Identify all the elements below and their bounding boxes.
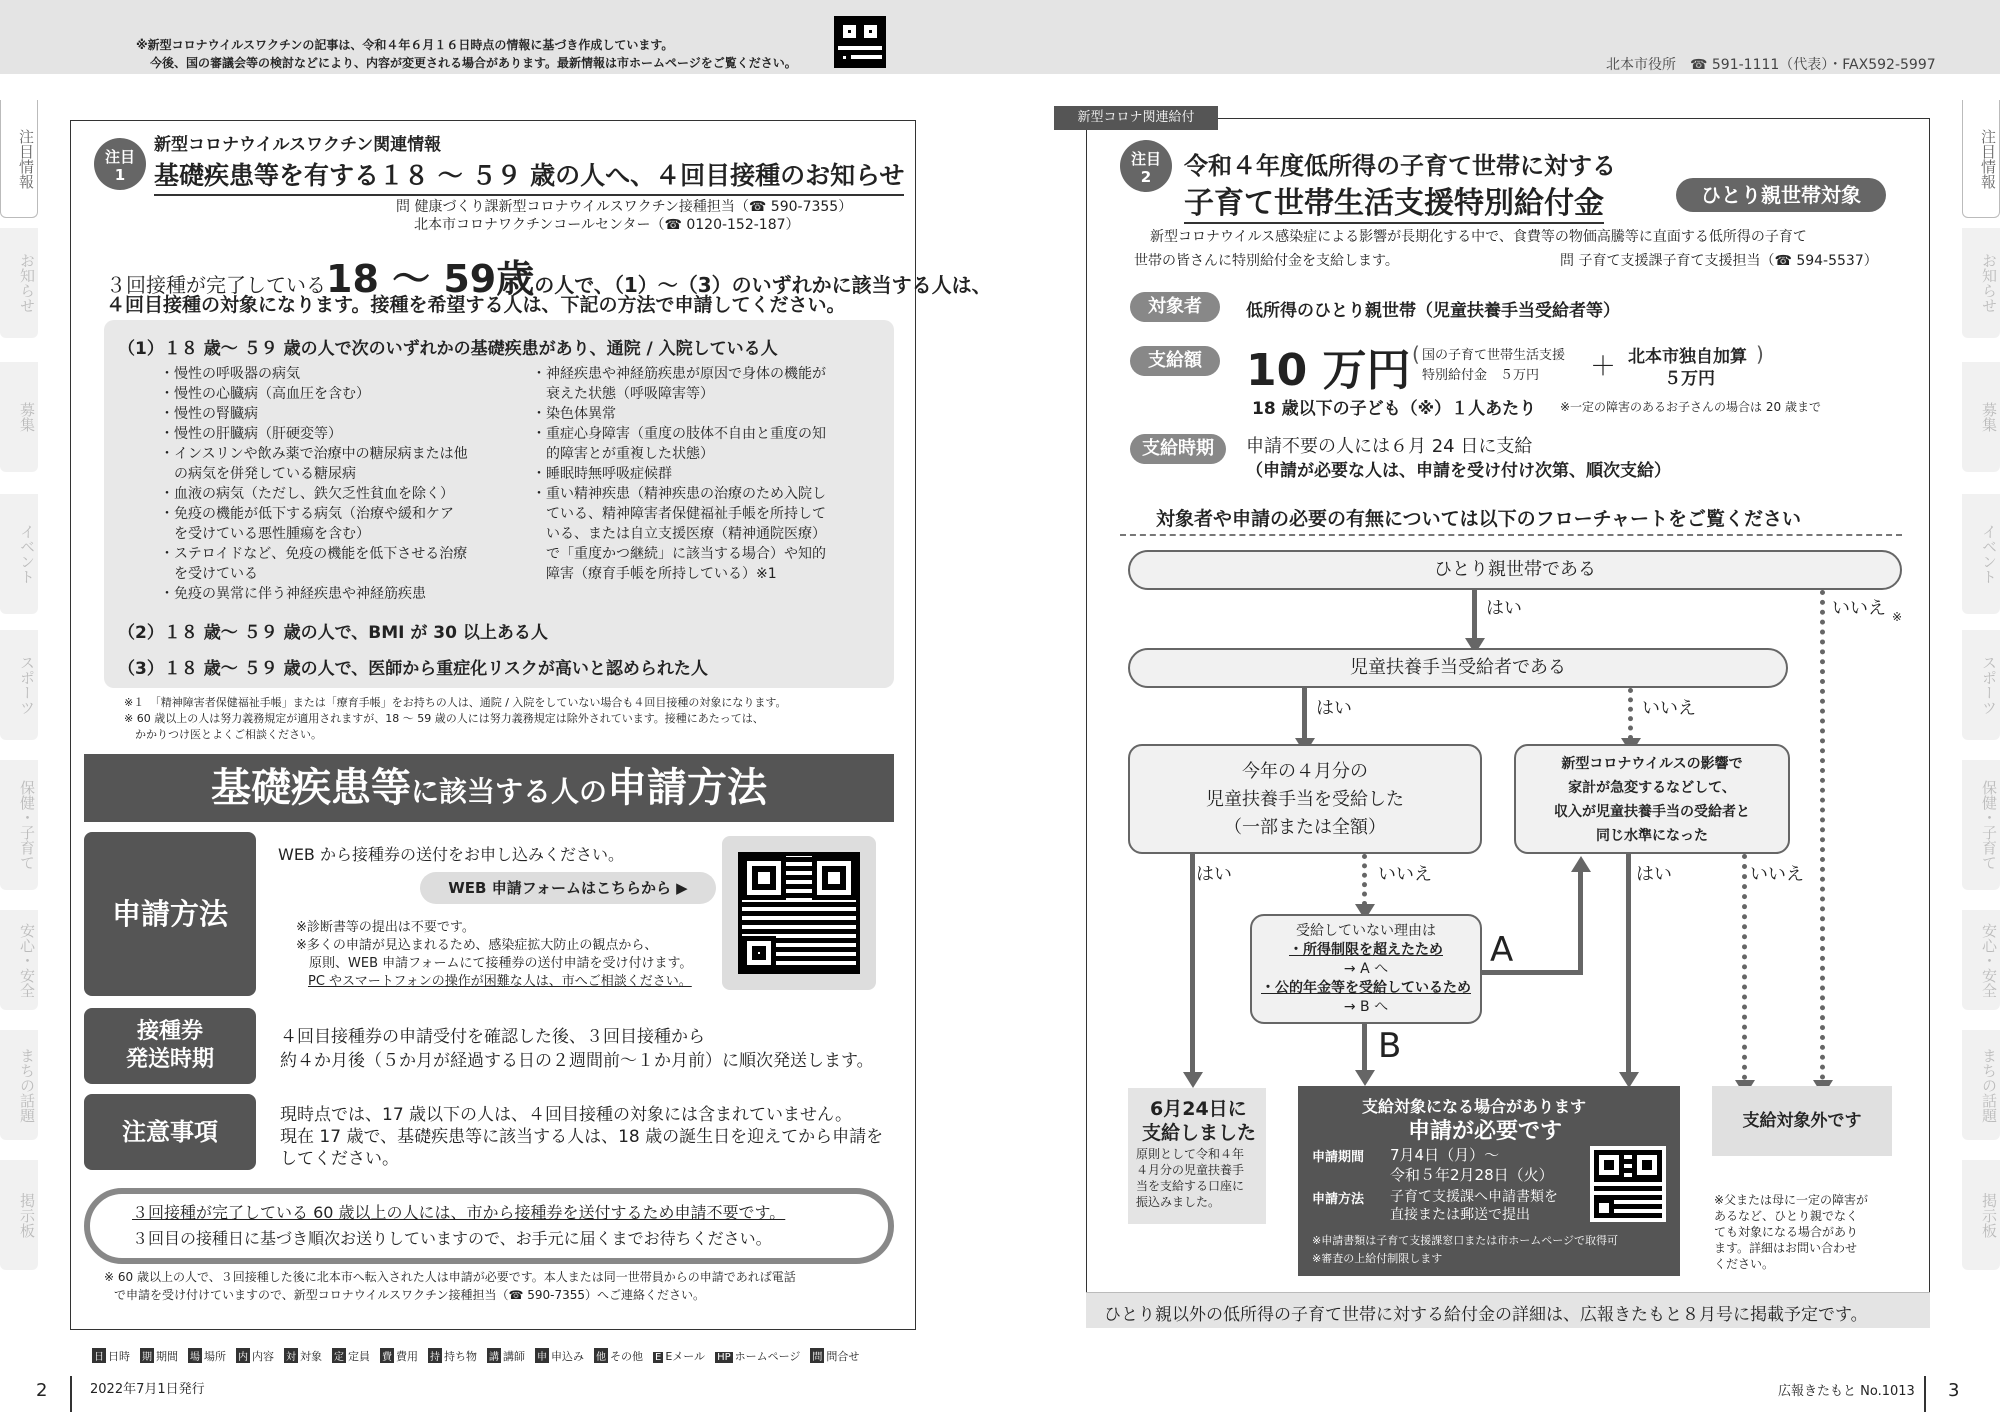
disease-item: ・重い精神疾患（精神疾患の治療のため入院し [532, 486, 826, 502]
flow-line-3 [1190, 854, 1195, 1074]
amount-city-2: ５万円 [1664, 369, 1715, 389]
flow-dotted-no-1 [1820, 590, 1825, 1080]
method-note-3: 原則、WEB 申請フォームにて接種券の送付申請を受け付けます。 [296, 956, 693, 971]
legend-item: 持 持ち物 [430, 1350, 477, 1363]
amount-national-1: 国の子育て世帯生活支援 [1422, 348, 1566, 363]
side-tab-right-1[interactable]: お知らせ [1962, 228, 2000, 338]
legend-icon: 他 [594, 1348, 608, 1363]
apply-method-1: 子育て支援課へ申請書類を [1390, 1189, 1558, 1205]
disease-list-right [532, 364, 826, 584]
benefit-title-2: 子育て世帯生活支援特別給付金 [1184, 178, 1604, 224]
web-form-qr-code[interactable] [738, 852, 860, 974]
flow-yes-2: はい [1316, 698, 1352, 719]
result-not-eligible: 支給対象外です [1712, 1086, 1892, 1156]
timing-value-1: 申請不要の人には６月 24 日に支給 [1246, 436, 1533, 457]
page-number-left: 2 [36, 1380, 48, 1401]
amount-per-child: 18 歳以下の子ども（※）１人あたり [1252, 399, 1537, 419]
flow-reason-box [1250, 914, 1482, 1024]
flow-line-b [1362, 1024, 1367, 1072]
caution-text-1: 現時点では、17 歳以下の人は、４回目接種の対象には含まれていません。 [280, 1105, 853, 1125]
vaccine-note-1: ※新型コロナウイルスワクチンの記事は、令和４年６月１６日時点の情報に基づき作成しています。 [136, 38, 674, 52]
reason-pension: ・公的年金等を受給しているため [1261, 980, 1471, 996]
vaccine-title: 基礎疾患等を有する１８ ～ ５９ 歳の人へ、４回目接種のお知らせ [154, 156, 904, 196]
benefit-contact: 問 子育て支援課子育て支援担当（☎ 594-5537） [1560, 253, 1878, 269]
reason-heading: 受給していない理由は [1296, 923, 1436, 939]
delivery-text-2: 約４か月後（５か月が経過する日の２週間前～１か月前）に順次発送します。 [280, 1051, 874, 1071]
legend-icon: 持 [428, 1348, 442, 1363]
disease-item: ている、精神障害者保健福祉手帳を所持して [532, 506, 826, 522]
result-paid-note: 原則として令和４年 ４月分の児童扶養手 当を支給する口座に 振込みました。 [1136, 1147, 1245, 1209]
flow-yes-1: はい [1486, 598, 1522, 619]
target-label: 対象者 [1130, 292, 1220, 322]
disease-item: 的障害とが重複した状態） [532, 446, 714, 462]
disease-item: の病気を併発している糖尿病 [160, 466, 356, 482]
result-paid-1: 6月24日に [1150, 1098, 1247, 1120]
legend-icon: 場 [188, 1348, 202, 1363]
side-tab-left-0[interactable]: 注目情報 [0, 100, 38, 218]
disease-item: いる、または自立支援医療（精神通院医療） [532, 526, 826, 542]
flow-line-4 [1626, 854, 1631, 1074]
disease-item: を受けている [160, 566, 258, 582]
amount-bracket-close: ) [1756, 342, 1764, 366]
result-apply-2: 申請が必要です [1408, 1119, 1563, 1144]
apply-method-2: 直接または郵送で提出 [1390, 1207, 1530, 1223]
flow-arrow-b [1355, 1070, 1375, 1086]
legend-icon: 講 [487, 1348, 501, 1363]
disease-item: ・慢性の呼吸器の病気 [160, 366, 300, 382]
feature-badge-2: 注目 2 [1120, 140, 1172, 192]
vaccine-contact-2: 北本市コロナワクチンコールセンター（☎ 0120-152-187） [414, 217, 800, 233]
apply-period-end: 令和５年2月28日（火） [1390, 1166, 1554, 1184]
magazine-issue: 広報きたもと No.1013 [1778, 1384, 1915, 1399]
condition-3: （3）１８ 歳～ ５９ 歳の人で、医師から重症化リスクが高いと認められた人 [118, 659, 708, 679]
disease-item: ・染色体異常 [532, 406, 616, 422]
amount-city-1: 北本市独自加算 [1628, 347, 1747, 367]
footnote-1: ※１ 「精神障害者保健福祉手帳」または「療育手帳」をお持ちの人は、通院 / 入院をしていない場合も４回目接種の対象になります。 [124, 696, 787, 709]
single-parent-tag: ひとり親世帯対象 [1676, 178, 1886, 212]
method-note-4: PC やスマートフォンの操作が困難な人は、市へご相談ください。 [308, 974, 692, 989]
legend-item: 対 対象 [286, 1350, 322, 1363]
flow-dotted-no-2 [1628, 688, 1633, 740]
flow-yes-4: はい [1636, 864, 1672, 885]
reason-to-b: → B へ [1343, 999, 1389, 1015]
target-value: 低所得のひとり親世帯（児童扶養手当受給者等） [1246, 301, 1620, 321]
intro-2: 世帯の皆さんに特別給付金を支給します。 [1134, 253, 1399, 269]
side-tab-left-8[interactable]: 掲示板 [0, 1160, 38, 1270]
disease-list-left [160, 364, 468, 604]
legend-item: 日 日時 [94, 1350, 130, 1363]
flow-star: ※ [1892, 610, 1903, 624]
disease-item: で「重度かつ継続」に該当する場合）や知的 [532, 546, 826, 562]
flow-line-2 [1302, 688, 1307, 740]
side-tab-left-1[interactable]: お知らせ [0, 228, 38, 338]
legend-icon: 対 [284, 1348, 298, 1363]
legend-item: 申 申込み [537, 1350, 584, 1363]
bottom-note-text: ひとり親以外の低所得の子育て世帯に対する給付金の詳細は、広報きたもと８月号に掲載予定です。 [1104, 1305, 1868, 1325]
flow-a-line-h [1482, 970, 1582, 975]
apply-period-label: 申請期間 [1312, 1150, 1365, 1165]
flow-no-3: いいえ [1378, 864, 1432, 885]
side-tab-right-4[interactable]: スポーツ [1962, 630, 2000, 740]
legend-icon: 申 [535, 1348, 549, 1363]
application-method-band: 基礎疾患等に該当する人の申請方法 [84, 754, 894, 822]
disease-item: ・睡眠時無呼吸症候群 [532, 466, 672, 482]
disease-item: ・ステロイドなど、免疫の機能を低下させる治療 [160, 546, 468, 562]
flow-yes-3: はい [1196, 864, 1232, 885]
side-tab-right-6[interactable]: 安心・安全 [1962, 910, 2000, 1010]
side-tab-right-5[interactable]: 保健・子育て [1962, 760, 2000, 890]
icon-legend [92, 1348, 869, 1364]
flow-single-parent: ひとり親世帯である [1128, 550, 1902, 590]
flow-label-b: B [1378, 1026, 1402, 1066]
apply-period-start: 7月4日（月）～ [1390, 1146, 1500, 1164]
legend-icon: E [655, 1352, 662, 1363]
section-tag: 新型コロナ関連給付 [1054, 106, 1218, 130]
lead-line-1: ３回接種が完了している18 ～ 59歳の人で、（1）～（3）のいずれかに該当する人は、 [106, 257, 992, 301]
office-contact: 北本市役所 ☎ 591-1111（代表）・FAX592-5997 [1606, 57, 1936, 73]
flow-arrow-a [1571, 856, 1591, 872]
amount-national-2: 特別給付金 ５万円 [1422, 368, 1540, 383]
disease-item: ・重症心身障害（重度の肢体不自由と重度の知 [532, 426, 826, 442]
bottom-note-2: で申請を受け付けていますので、新型コロナウイルスワクチン接種担当（☎ 590-7355）へご連絡ください。 [114, 1288, 705, 1302]
condition-1: （1）１８ 歳～ ５９ 歳の人で次のいずれかの基礎疾患があり、通院 / 入院している人 [118, 339, 778, 359]
footer-divider-right [1924, 1376, 1926, 1412]
timing-value-2: （申請が必要な人は、申請を受け付け次第、順次支給） [1246, 461, 1671, 481]
disease-item: を受けている悪性腫瘍を含む） [160, 526, 370, 542]
caution-text-2: 現在 17 歳で、基礎疾患等に該当する人は、18 歳の誕生日を迎えてから申請を [280, 1127, 884, 1147]
caution-text-3: してください。 [280, 1149, 399, 1169]
legend-icon: 問 [810, 1348, 824, 1363]
footnote-3: かかりつけ医とよくご相談ください。 [124, 728, 322, 741]
flow-child-allowance: 児童扶養手当受給者である [1128, 648, 1788, 688]
legend-icon: 定 [332, 1348, 346, 1363]
not-eligible-note: ※父または母に一定の障害が あるなど、ひとり親でなく ても対象になる場合があり ます。詳細はお問い合わせ ください。 [1714, 1193, 1869, 1271]
amount-note: ※一定の障害のあるお子さんの場合は 20 歳まで [1560, 400, 1821, 414]
legend-icon: 日 [92, 1348, 106, 1363]
disease-item: ・慢性の肝臓病（肝硬変等） [160, 426, 342, 442]
disease-item: ・免疫の異常に伴う神経疾患や神経筋疾患 [160, 586, 426, 602]
intro-1: 新型コロナウイルス感染症による影響が長期化する中で、食費等の物価高騰等に直面する低所得の子育て [1150, 229, 1807, 245]
legend-item: 問 問合せ [812, 1350, 860, 1363]
amount-plus: ＋ [1590, 352, 1617, 382]
side-tab-right-7[interactable]: まちの話題 [1962, 1030, 2000, 1140]
header-qr-code[interactable] [834, 16, 886, 68]
legend-item: HP ホームページ [717, 1350, 801, 1363]
amount-label: 支給額 [1130, 346, 1220, 376]
method-note-2: ※多くの申請が見込まれるため、感染症拡大防止の観点から、 [296, 938, 658, 953]
legend-icon: 費 [380, 1348, 394, 1363]
disease-item: ・免疫の機能が低下する病気（治療や緩和ケア [160, 506, 454, 522]
vaccine-note-2: 今後、国の審議会等の検討などにより、内容が変更される場合があります。最新情報は市ホームページをご覧ください。 [150, 56, 797, 70]
reason-income-limit: ・所得制限を超えたため [1289, 942, 1443, 958]
footer-divider-left [70, 1376, 72, 1412]
side-tab-right-3[interactable]: イベント [1962, 494, 2000, 614]
web-form-button[interactable]: WEB 申請フォームはこちらから ▶ [420, 872, 716, 904]
legend-item: 費 費用 [382, 1350, 418, 1363]
disease-item: ・慢性の腎臓病 [160, 406, 258, 422]
legend-item: 講 講師 [489, 1350, 525, 1363]
heading-rule [1120, 534, 1902, 536]
delivery-label: 接種券 発送時期 [84, 1008, 256, 1084]
flow-line-1 [1472, 590, 1477, 640]
legend-item: 内 内容 [238, 1350, 274, 1363]
disease-item: ・血液の病気（ただし、鉄欠乏性貧血を除く） [160, 486, 454, 502]
flow-label-a: A [1490, 930, 1514, 970]
legend-item: 場 場所 [190, 1350, 226, 1363]
benefit-title-1: 令和４年度低所得の子育て世帯に対する [1184, 152, 1616, 180]
flow-arrow-3 [1183, 1072, 1203, 1088]
legend-item: 期 期間 [142, 1350, 178, 1363]
over-60-text-1: ３回接種が完了している 60 歳以上の人には、市から接種券を送付するため申請不要です。 [132, 1203, 786, 1222]
page-number-right: 3 [1948, 1380, 1960, 1401]
apply-note-1: ※申請書類は子育て支援課窓口または市ホームページで取得可 [1312, 1234, 1618, 1247]
legend-item: 他 その他 [596, 1350, 643, 1363]
flow-dotted-no-3 [1362, 854, 1367, 906]
vaccine-contact-1: 問 健康づくり課新型コロナウイルスワクチン接種担当（☎ 590-7355） [396, 199, 853, 215]
side-tab-left-2[interactable]: 募集 [0, 362, 38, 472]
disease-item: 障害（療育手帳を所持している）※1 [532, 566, 777, 582]
legend-icon: 期 [140, 1348, 154, 1363]
result-apply-1: 支給対象になる場合があります [1362, 1097, 1587, 1116]
legend-icon: HP [717, 1352, 731, 1363]
flow-no-1: いいえ [1832, 598, 1886, 619]
apply-method-label: 申請方法 [1312, 1192, 1365, 1207]
condition-2: （2）１８ 歳～ ５９ 歳の人で、BMI が 30 以上ある人 [118, 623, 548, 643]
flowchart-heading: 対象者や申請の必要の有無については以下のフローチャートをご覧ください [1156, 508, 1802, 530]
delivery-text-1: ４回目接種券の申請受付を確認した後、３回目接種から [280, 1027, 705, 1047]
flow-a-line-v [1578, 870, 1583, 975]
side-tab-left-6[interactable]: 安心・安全 [0, 910, 38, 1010]
footnote-2: ※ 60 歳以上の人は努力義務規定が適用されますが、18 ～ 59 歳の人には努力義務規定は除外されています。接種にあたっては、 [124, 712, 764, 725]
disease-item: ・神経疾患や神経筋疾患が原因で身体の機能が [532, 366, 826, 382]
bottom-note-1: ※ 60 歳以上の人で、３回接種した後に北本市へ転入された人は申請が必要です。本人または同一世帯員からの申請であれば電話 [104, 1270, 796, 1284]
reason-to-a: → A へ [1343, 961, 1389, 977]
lead-line-2: ４回目接種の対象になります。接種を希望する人は、下記の方法で申請してください。 [106, 294, 846, 316]
flow-no-2: いいえ [1642, 698, 1696, 719]
flow-dotted-no-4 [1742, 854, 1747, 1080]
side-tab-left-7[interactable]: まちの話題 [0, 1030, 38, 1140]
vaccine-kicker: 新型コロナウイルスワクチン関連情報 [154, 135, 442, 155]
legend-icon: 内 [236, 1348, 250, 1363]
timing-label: 支給時期 [1130, 434, 1226, 464]
disease-item: 衰えた状態（呼吸障害等） [532, 386, 714, 402]
caution-label: 注意事項 [84, 1094, 256, 1170]
legend-item: 定 定員 [334, 1350, 370, 1363]
disease-item: ・インスリンや飲み薬で治療中の糖尿病または他 [160, 446, 468, 462]
side-tab-right-0[interactable]: 注目情報 [1962, 100, 2000, 218]
side-tab-left-4[interactable]: スポーツ [0, 630, 38, 740]
flow-no-4: いいえ [1750, 864, 1804, 885]
over-60-text-2: ３回目の接種日に基づき順次お送りしていますので、お手元に届くまでお待ちください。 [132, 1229, 772, 1248]
result-paid-2: 支給しました [1142, 1122, 1257, 1144]
disease-item: ・慢性の心臓病（高血圧を含む） [160, 386, 370, 402]
feature-badge-1: 注目 1 [94, 138, 146, 190]
amount-bracket-open: ( [1412, 342, 1420, 366]
side-tab-left-3[interactable]: イベント [0, 494, 38, 614]
side-tab-left-5[interactable]: 保健・子育て [0, 760, 38, 890]
method-text-1: WEB から接種券の送付をお申し込みください。 [278, 845, 624, 864]
method-note-1: ※診断書等の提出は不要です。 [296, 920, 475, 935]
apply-note-2: ※審査の上給付制限します [1312, 1252, 1443, 1265]
flow-april-received: 今年の４月分の 児童扶養手当を受給した （一部または全額） [1128, 744, 1482, 854]
apply-qr-code[interactable] [1590, 1146, 1666, 1222]
method-label: 申請方法 [84, 832, 256, 996]
flow-income-drop: 新型コロナウイルスの影響で 家計が急変するなどして、 収入が児童扶養手当の受給者と 同じ水準になった [1514, 744, 1790, 854]
side-tab-right-2[interactable]: 募集 [1962, 362, 2000, 472]
issue-date: 2022年7月1日発行 [90, 1382, 205, 1397]
side-tab-right-8[interactable]: 掲示板 [1962, 1160, 2000, 1270]
legend-item: E Eメール [655, 1350, 706, 1363]
amount-value: 10 万円 [1246, 345, 1411, 396]
